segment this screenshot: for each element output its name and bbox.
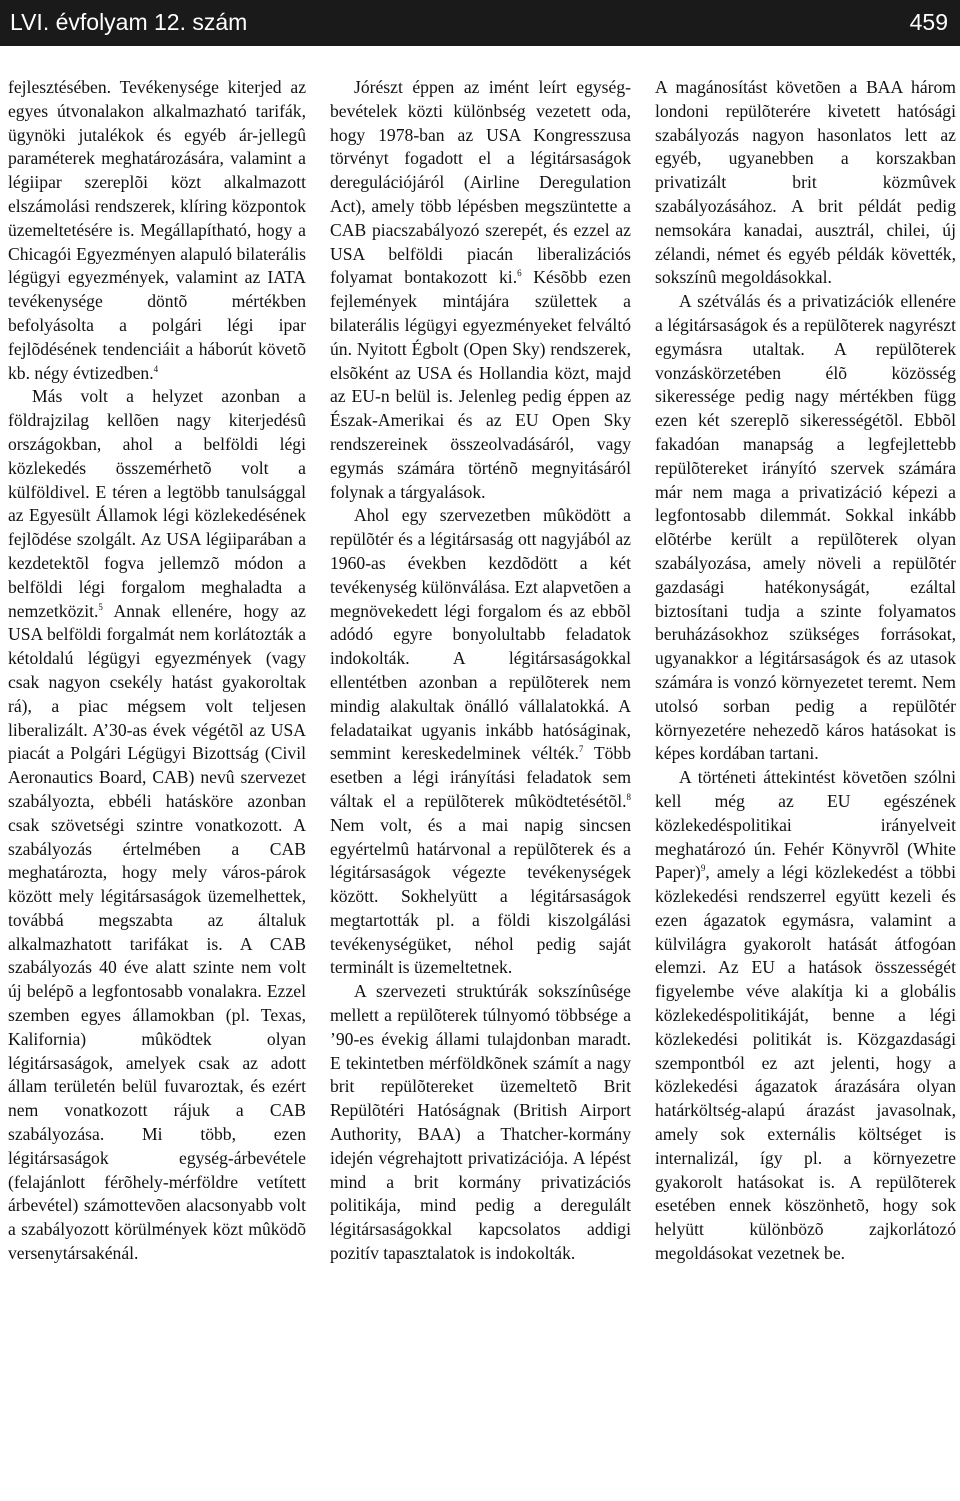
text-column-3 [655,76,956,1266]
paragraph [8,385,306,1265]
paragraph-text: Több esetben a légi irányítási feladatok sem váltak el a repülõterek mûködtetésétõl. [330,743,631,811]
paragraph-text: Késõbb ezen fejlemények mintájára születtek a bilaterális légügyi egyezményeket felváltó ún. Nyitott Égbolt (Open Sky) rendszerek, elsõként az USA és Hollandia közt, majd az EU-n belül is. Jelenleg pedig éppen az Észak-Amerikai és az EU Open Sky rendszereinek összeolvadásáról, vagy egymás számára történõ megnyitásáról folynak a tárgyalások. [330,267,631,502]
paragraph [655,766,956,1266]
footnote-ref: 4 [153,363,159,374]
paragraph [330,980,631,1266]
paragraph-text: A szétválás és a privatizációk ellenére a légitársaságok és a repülõterek nagyrészt egymásra utaltak. A repülõterek vonzáskörzetében élõ közösség sikeressége pedig nagy mértékben függ ezen két szereplõ sikerességétõl. Ebbõl fakadóan manapság a legfejlettebb repülõtereket irányító szervek számára már nem maga a privatizáció képezi a legfontosabb dilemmát. Sokkal inkább elõtérbe került a repülõterek olyan szabályozása, amely növeli a repülõtér gazdasági hatékonyságát, ezáltal biztosítani tudja a szinte folyamatos beruházásokhoz szükséges forrásokat, ugyanakkor a légitársaságok és az utasok számára is vonzó környezetet teremt. Nem utolsó sorban pedig a repülõtér környezetére nehezedõ káros hatásokat is képes kordában tartani. [655,291,956,764]
paragraph-text: Nem volt, és a mai napig sincsen egyértelmû határvonal a repülõterek és a légitársaságok végezte tevékenységek között. Sokhelyütt a légitársaságok megtartották pl. a földi kiszolgálási tevékenységüket, néhol pedig saját terminált is üzemeltetnek. [330,814,631,978]
paragraph-text: Más volt a helyzet azonban a földrajzilag kellõen nagy kiterjedésû országokban, ahol a belföldi légi közlekedés összemérhetõ volt a külföldivel. E téren a legtöbb tanulsággal az Egyesült Államok légi közlekedésének fejlõdése szolgált. Az USA légiiparában a kezdetektõl fogva jellemzõ módon a belföldi légi forgalom meghaladta a nemzetközit. [8,386,306,621]
paragraph [655,76,956,290]
footnote-ref: 8 [626,792,631,803]
paragraph-text: fejlesztésében. Tevékenysége kiterjed az egyes útvonalakon alkalmazható tarifák, ügynöki jutalékok és egyéb ár-jellegû paraméterek meghatározására, valamint a légiipar szereplõi közt alkalmazott elszámolási rendszerek, klíring központok üzemeltetésére is. Megállapítható, hogy a Chicagói Egyezményen alapuló bilaterális légügyi egyezmények, valamint az IATA tevékenysége döntõ mértékben befolyásolta a polgári légi ipar fejlõdésének tendenciáit a háborút követõ kb. négy évtizedben. [8,77,306,383]
paragraph-text: , amely a légi közlekedést a többi közlekedési rendszerrel együtt kezeli és ezen ágazatok egymásra, valamint a külvilágra gyakorolt hatását átfogóan elemzi. Az EU a hatások összességét figyelembe véve alakítja ki a globális közlekedéspolitikáját, benne a légi közlekedési politikát is. Közgazdasági szempontból ez azt jelenti, hogy a közlekedési ágazatok árazására olyan határköltség-alapú árazást javasolnak, amely sok externális költséget is internalizál, így pl. a környezetre gyakorolt hatásokat is. A repülõterek esetében ennek köszönhetõ, hogy sok helyütt különbözõ zajkorlátozó megoldásokat vezetnek be. [655,862,956,1264]
text-column-1 [8,76,306,1266]
paragraph-text: Annak ellenére, hogy az USA belföldi forgalmát nem korlátozták a kétoldalú légügyi egyezmények (vagy csak nagyon csekély hatást gyakoroltak rá), a piac mégsem volt teljesen liberalizált. A’30-as évek végétõl az USA piacát a Polgári Légügyi Bizottság (Civil Aeronautics Board, CAB) nevû szervezet szabályozta, ebbéli hatásköre azonban csak szövetségi szintre vonatkozott. A szabályozás értelmében a CAB meghatározta, hogy mely város-párok között mely légitársaságok üzemelhettek, továbbá megszabta az általuk alkalmazhatott tarifákat is. A CAB szabályozás 40 éve alatt szinte nem volt új belépõ a legfontosabb vonalakra. Ezzel szemben egyes államokban (pl. Texas, Kalifornia) mûködtek olyan légitársaságok, amelyek csak az adott állam területén belül fuvaroztak, és ezért nem vonatkozott rájuk a CAB szabályozása. Mi több, ezen légitársaságok egység-árbevétele (felajánlott férõhely-mérföldre vetített árbevétel) számottevõen alacsonyabb volt a szabályozott körülmények közt mûködõ versenytársakénál. [8,600,306,1264]
page-number: 459 [909,9,948,35]
paragraph-text: A szervezeti struktúrák sokszínûsége mellett a repülõterek túlnyomó többsége a ’90-es évekig állami tulajdonban maradt. E tekintetben mérföldkõnek számít a nagy brit repülõtereket üzemeltetõ Brit Repülõtéri Hatóságnak (British Airport Authority, BAA) a Thatcher-kormány idején végrehajtott privatizációja. A lépést mind a brit kormány privatizációs politikája, mind pedig a deregulált légitársaságokkal kapcsolatos addigi pozitív tapasztalatok is indokolták. [330,981,631,1264]
paragraph-text: Jórészt éppen az imént leírt egység-bevételek közti különbség vezetett oda, hogy 1978-ban az USA Kongresszusa törvényt fogadott el a légitársaságok deregulációjáról (Airline Deregulation Act), amely több lépésben megszüntette a CAB piacszabályozó szerepét, és ezzel az USA belföldi piacán liberalizációs folyamat bontakozott ki. [330,77,631,288]
paragraph [330,76,631,504]
page-header [0,0,960,46]
paragraph [655,290,956,766]
paragraph-text: A magánosítást követõen a BAA három londoni repülõterére kivetett hatósági szabályozás nagyon hasonlatos lett az egyéb, ugyanebben a korszakban privatizált brit közmûvek szabályozásához. A brit példát pedig nemsokára kanadai, ausztrál, chilei, új zélandi, német és egyéb példák követték, sokszínû megoldásokkal. [655,77,956,288]
footnote-ref: 6 [517,268,522,279]
footnote-ref: 5 [98,601,103,612]
paragraph [330,504,631,980]
paragraph [8,76,306,385]
volume-issue-label: LVI. évfolyam 12. szám [10,9,248,35]
text-column-2 [330,76,631,1266]
paragraph-text: A történeti áttekintést követõen szólni kell még az EU egészének közlekedéspolitikai irányelveit meghatározó ún. Fehér Könyvrõl (White Paper) [655,767,956,883]
footnote-ref: 9 [700,863,706,874]
footnote-ref: 7 [578,744,584,755]
paragraph-text: Ahol egy szervezetben mûködött a repülõtér és a légitársaság ott nagyjából az 1960-as években kezdõdött a két tevékenység különválása. Ezt alapvetõen a megnövekedett légi forgalom és az ebbõl adódó egyre bonyolultabb feladatok indokolták. A légitársaságokkal ellentétben azonban a repülõterek nem mindig alakultak önálló vállalatokká. A feladataikat ugyanis inkább hatóságinak, semmint kereskedelminek vélték. [330,505,631,764]
